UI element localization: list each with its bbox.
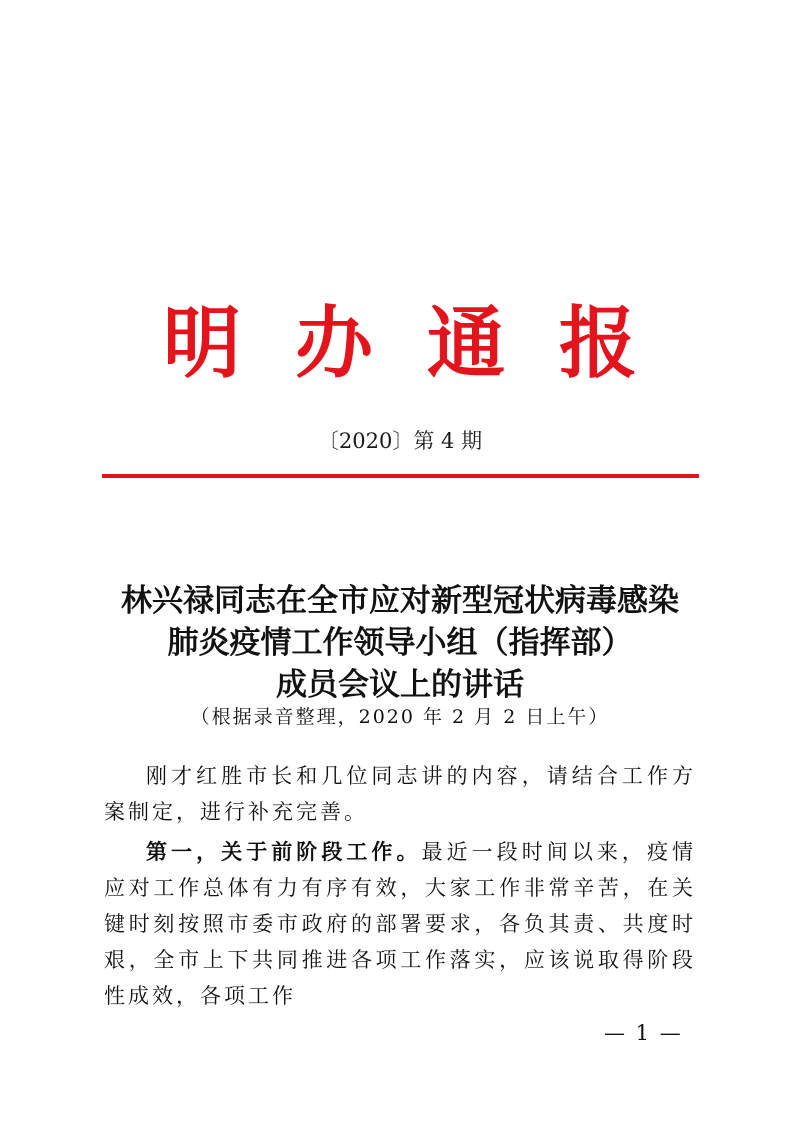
red-divider-line — [102, 474, 699, 478]
page-number: — 1 — — [604, 1021, 683, 1045]
paragraph-2-text: 最近一段时间以来，疫情应对工作总体有力有序有效，大家工作非常辛苦，在关键时刻按照市委市政府的部署要求，各负其责、共度时艰，全市上下共同推进各项工作落实，应该说取得阶段性成效，各项工作 — [104, 840, 697, 1008]
document-body — [104, 758, 696, 1014]
issue-number: 〔2020〕第 4 期 — [317, 429, 483, 453]
paragraph-2 — [104, 834, 696, 1014]
title-line-3: 成员会议上的讲话 — [276, 667, 524, 703]
title-line-1: 林兴禄同志在全市应对新型冠状病毒感染 — [121, 583, 679, 619]
document-title — [0, 580, 800, 706]
masthead-title: 明办通报 — [162, 299, 691, 389]
paragraph-1: 刚才红胜市长和几位同志讲的内容，请结合工作方案制定，进行补充完善。 — [104, 764, 696, 824]
document-subtitle: （根据录音整理，2020 年 2 月 2 日上午） — [190, 706, 610, 728]
paragraph-2-lead: 第一，关于前阶段工作。 — [146, 840, 422, 864]
title-line-2: 肺炎疫情工作领导小组（指挥部） — [167, 625, 633, 661]
